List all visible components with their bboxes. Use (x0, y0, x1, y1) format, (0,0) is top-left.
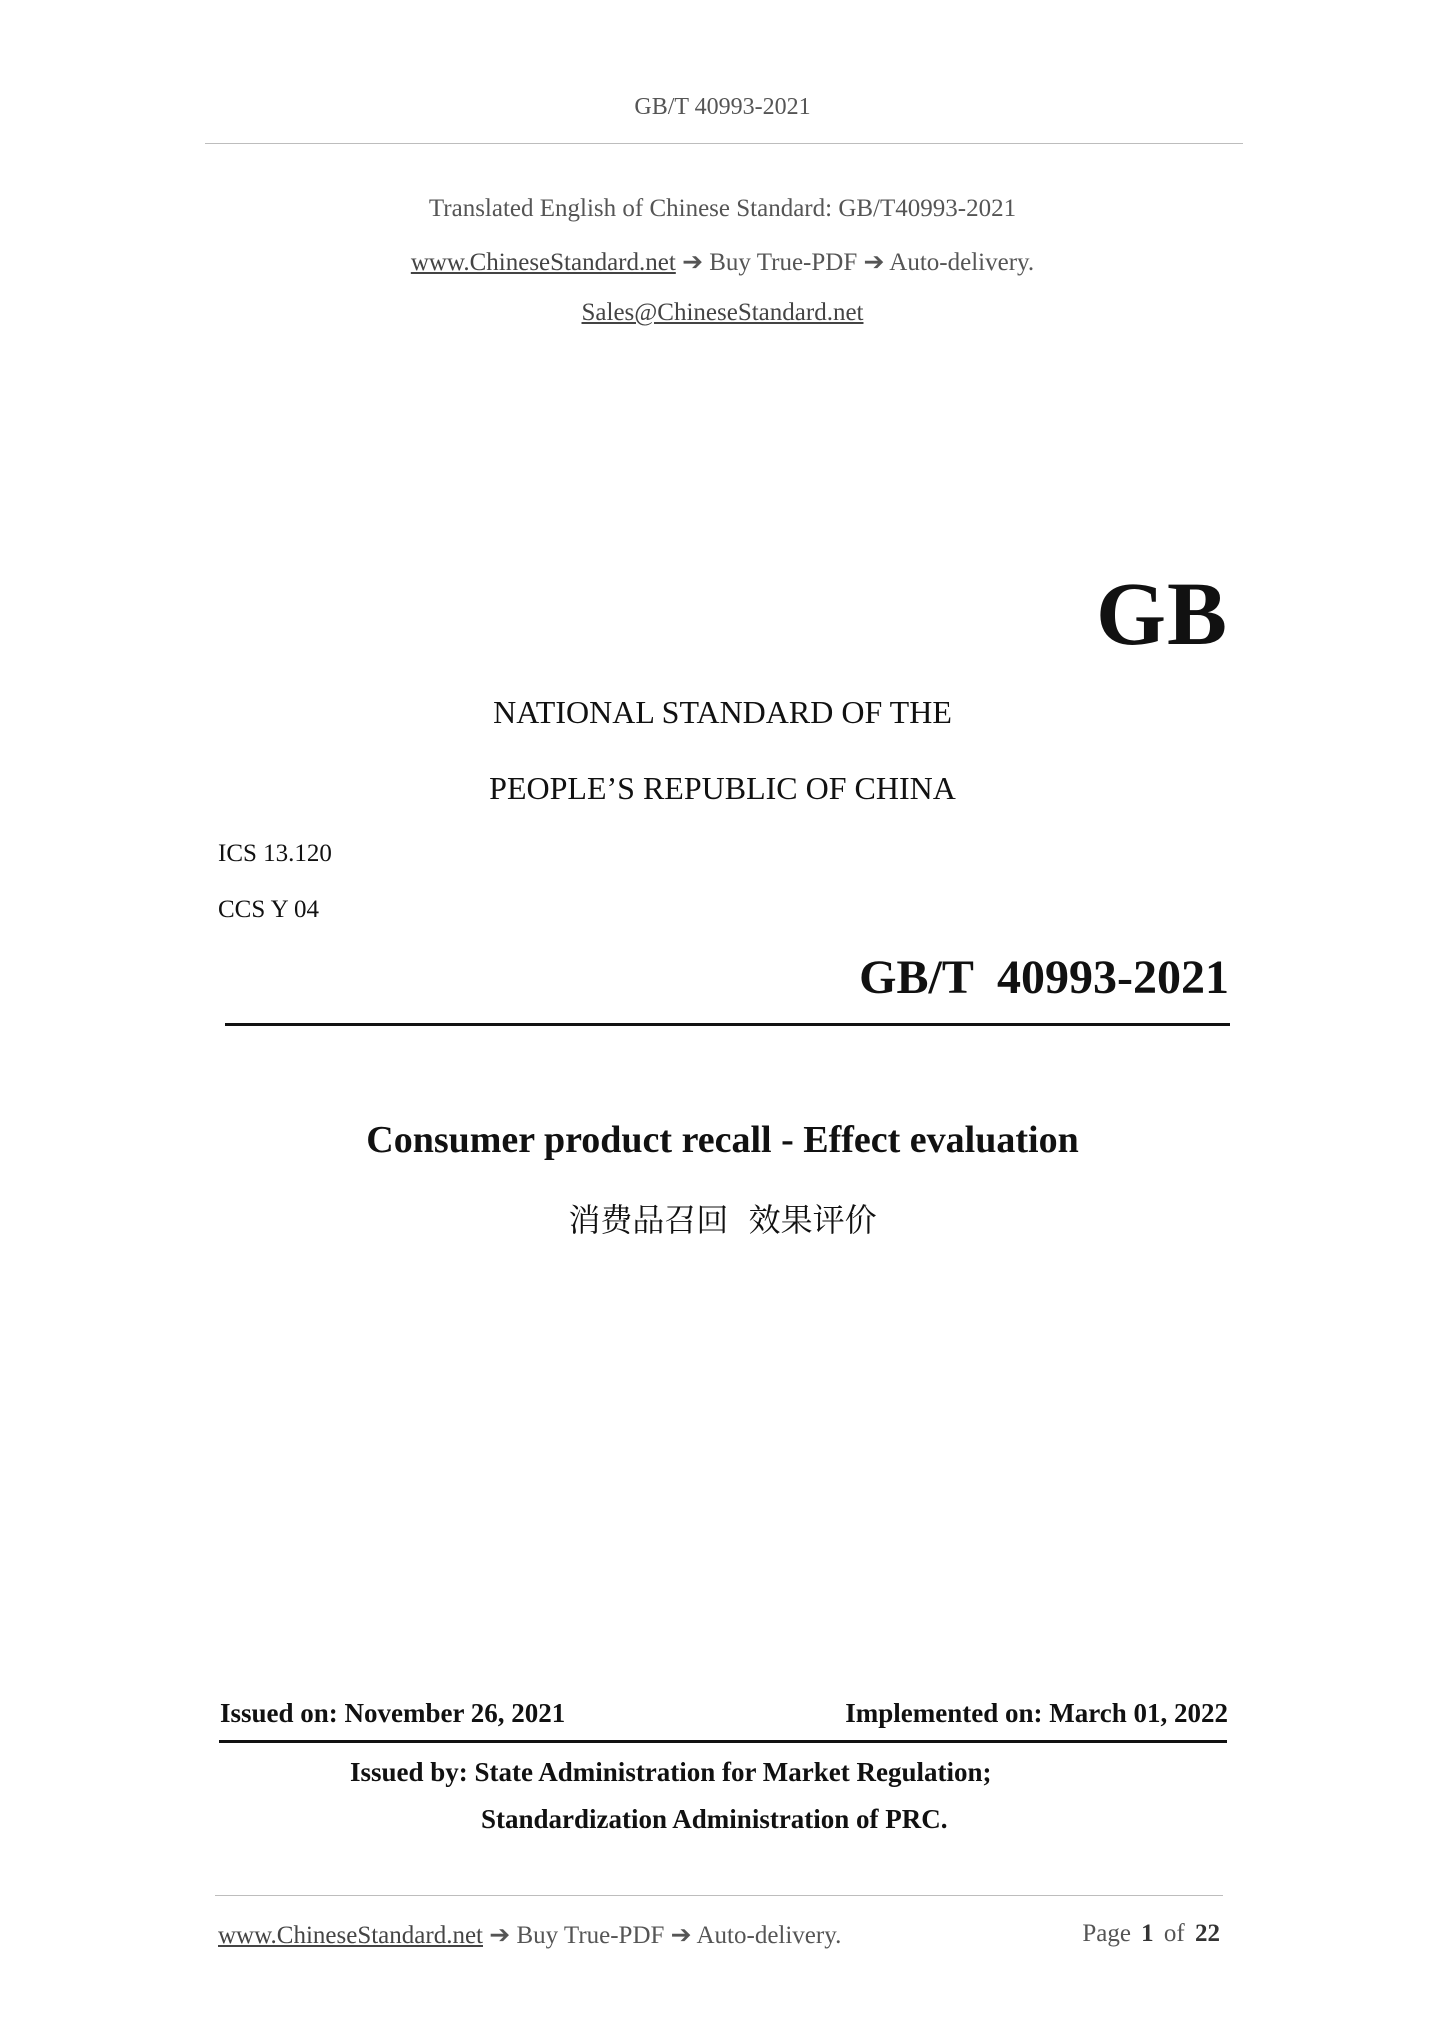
ics-code: ICS 13.120 (218, 840, 332, 867)
page-word: Page (1082, 1920, 1131, 1947)
national-title-line2: PEOPLE’S REPUBLIC OF CHINA (489, 770, 956, 806)
standard-number: GB/T 40993-2021 (859, 951, 1229, 1004)
footer-site-link[interactable]: www.ChineseStandard.net (218, 1922, 483, 1949)
issued-on: Issued on: November 26, 2021 (220, 1698, 566, 1728)
email-line (0, 299, 1445, 327)
implemented-on: Implemented on: March 01, 2022 (845, 1698, 1228, 1728)
gb-mark: GB (1095, 565, 1228, 664)
site-link[interactable]: www.ChineseStandard.net (410, 249, 676, 276)
footer-purchase-line (218, 1920, 841, 1950)
ccs-code: CCS Y 04 (218, 896, 319, 923)
purchase-line (0, 247, 1445, 277)
running-header: GB/T 40993-2021 (634, 94, 811, 120)
issued-by-line1: Issued by: State Administration for Market Regulation; (350, 1757, 992, 1787)
purchase-text: ➔ Buy True-PDF ➔ Auto-delivery. (682, 249, 1035, 276)
title-chinese: 消费品召回 效果评价 (568, 1201, 877, 1239)
title-english: Consumer product recall - Effect evaluation (366, 1119, 1079, 1161)
page-number: 1 (1141, 1920, 1154, 1947)
issued-by-line2: Standardization Administration of PRC. (481, 1804, 948, 1834)
of-word: of (1163, 1920, 1185, 1947)
footer-purchase-text: ➔ Buy True-PDF ➔ Auto-delivery. (489, 1922, 842, 1949)
footer-divider (215, 1895, 1223, 1896)
email-link[interactable]: Sales@ChineseStandard.net (581, 299, 864, 326)
header-divider (205, 143, 1243, 144)
standard-number-rule (225, 1023, 1230, 1026)
page-total: 22 (1195, 1920, 1220, 1947)
national-title-line1: NATIONAL STANDARD OF THE (493, 694, 952, 730)
translation-notice: Translated English of Chinese Standard: GB/T40993-2021 (428, 195, 1017, 222)
page-indicator (1082, 1920, 1220, 1948)
issue-rule (219, 1740, 1227, 1743)
